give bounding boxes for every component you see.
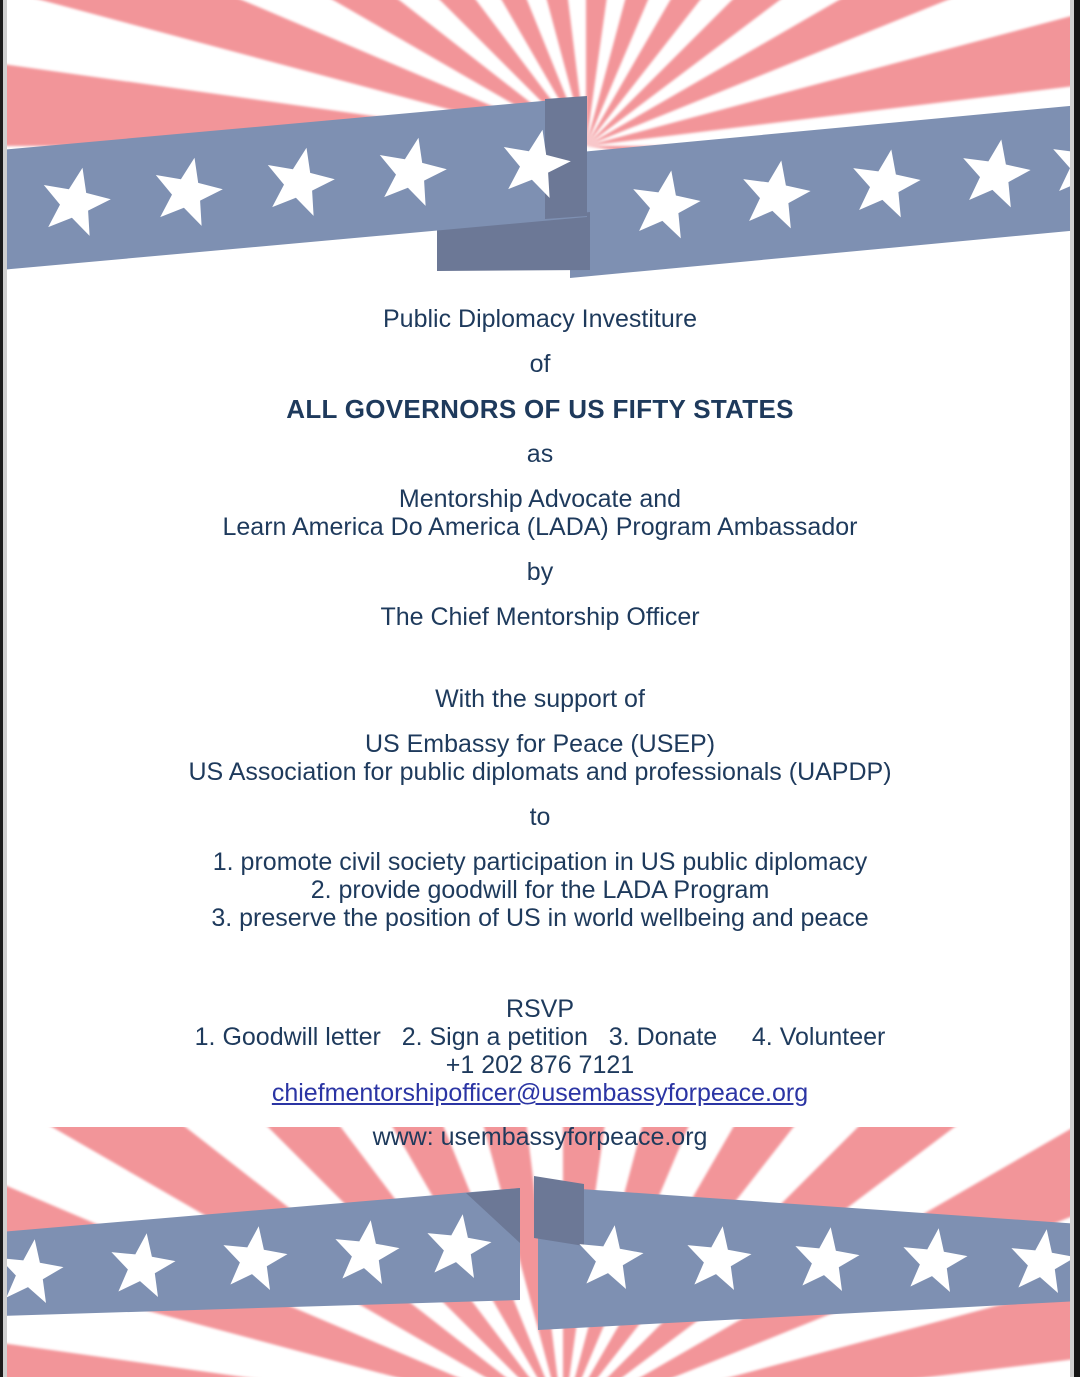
preposition-by: by (526, 558, 554, 586)
email-link[interactable]: chiefmentorshipofficer@usembassyforpeace.org (271, 1079, 809, 1107)
rsvp-block (0, 995, 1080, 1107)
supporter-1: US Embassy for Peace (USEP) (364, 730, 716, 758)
supporters (0, 730, 1080, 786)
invitation-body (0, 300, 1080, 1151)
website-line: www: usembassyforpeace.org (372, 1123, 708, 1151)
screenshot-left-margin (3, 0, 7, 1377)
rsvp-phone: +1 202 876 7121 (445, 1051, 635, 1079)
preposition-to: to (529, 803, 551, 831)
support-heading: With the support of (435, 685, 645, 713)
purpose-list (0, 848, 1080, 932)
honoree-name: ALL GOVERNORS OF US FIFTY STATES (286, 394, 794, 424)
role-line-1: Mentorship Advocate and (398, 485, 682, 513)
purpose-item-1: 1. promote civil society participation in US public diplomacy (212, 848, 868, 876)
rsvp-options: 1. Goodwill letter 2. Sign a petition 3. Donate 4. Volunteer (194, 1023, 886, 1051)
ribbon-fold (534, 1176, 584, 1246)
role-lines (0, 485, 1080, 541)
invitation-title: Public Diplomacy Investiture (382, 305, 697, 333)
purpose-item-2: 2. provide goodwill for the LADA Program (310, 876, 770, 904)
role-line-2: Learn America Do America (LADA) Program Ambassador (222, 513, 858, 541)
bottom-banner-decoration (0, 1127, 1080, 1377)
purpose-item-3: 3. preserve the position of US in world wellbeing and peace (211, 904, 869, 932)
supporter-2: US Association for public diplomats and professionals (UAPDP) (188, 758, 892, 786)
top-banner-decoration (0, 0, 1080, 300)
preposition-of: of (529, 350, 551, 378)
rsvp-heading: RSVP (505, 995, 575, 1023)
screenshot-right-border (1074, 0, 1080, 1377)
preposition-as: as (526, 440, 554, 468)
officer-name: The Chief Mentorship Officer (380, 603, 700, 631)
